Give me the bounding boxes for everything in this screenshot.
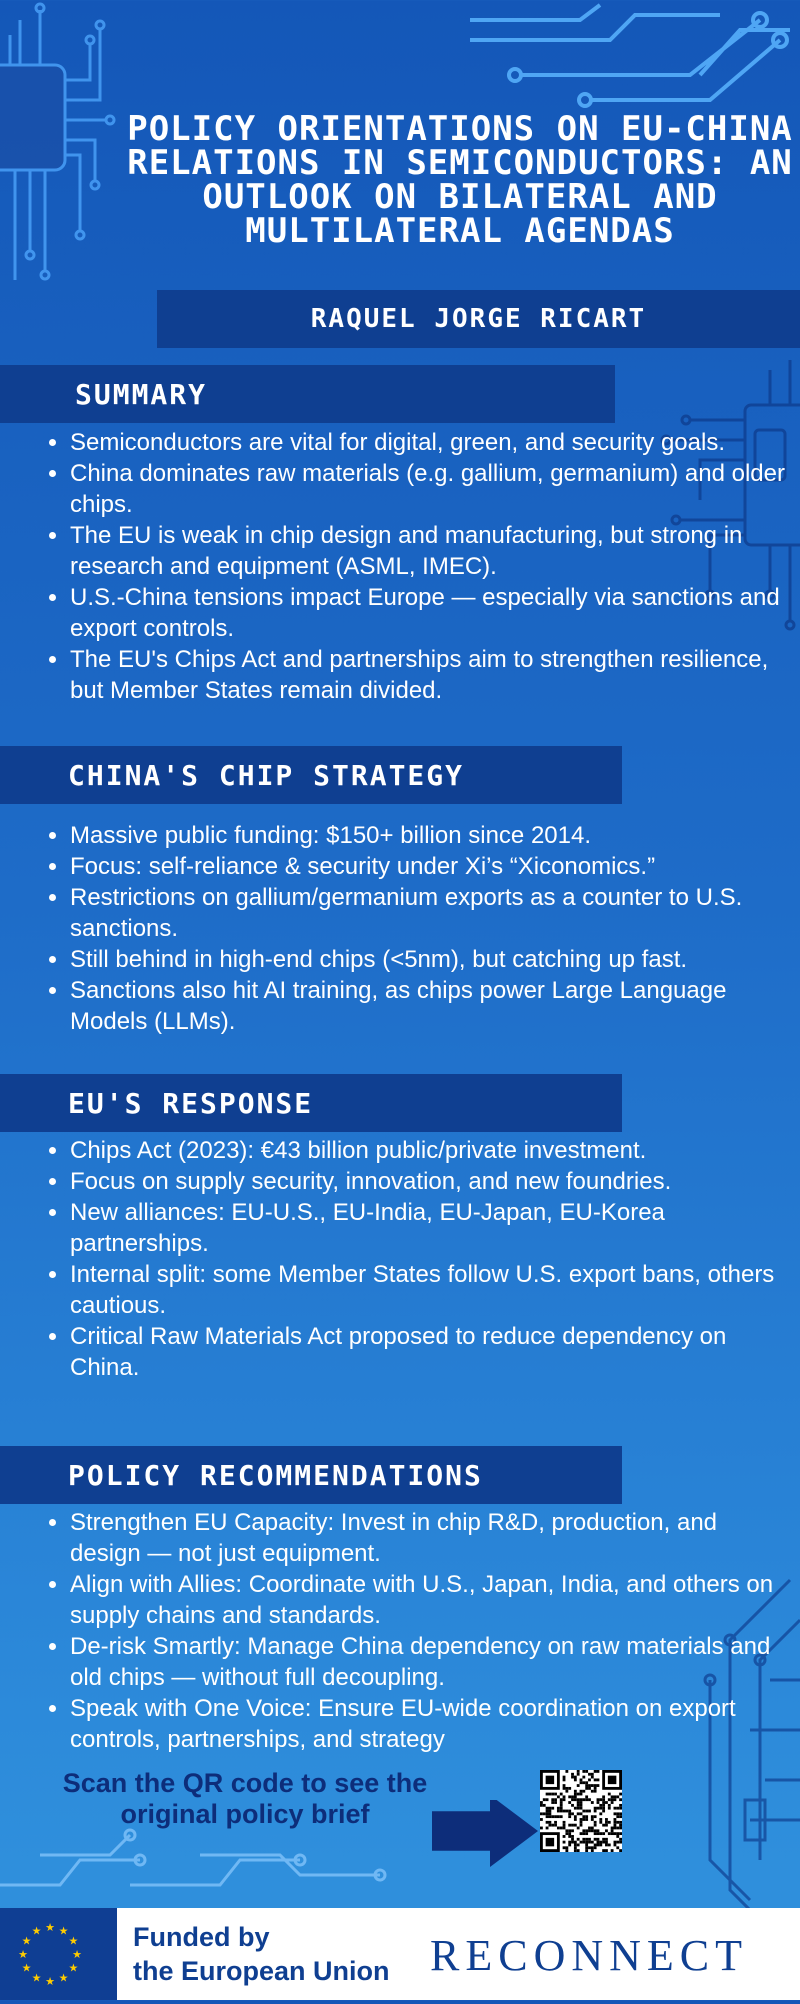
circuit-decoration-top-right — [460, 0, 800, 120]
policy-recommendations-list — [40, 1507, 790, 1755]
eu-stars-icon — [0, 1908, 117, 2000]
funded-by-label — [133, 1920, 390, 1988]
section-title: POLICY RECOMMENDATIONS — [68, 1458, 483, 1492]
list-item: • New alliances: EU-U.S., EU-India, EU-Japan, EU-Korea partnerships. — [70, 1197, 790, 1259]
list-item: • Focus: self-reliance & security under Xi’s “Xiconomics.” — [70, 851, 790, 882]
list-item: • Speak with One Voice: Ensure EU-wide coordination on export controls, partnerships, and strategy — [70, 1693, 790, 1755]
section-title: CHINA'S CHIP STRATEGY — [68, 758, 465, 792]
footer — [0, 1908, 800, 2000]
author-name: RAQUEL JORGE RICART — [310, 304, 647, 334]
section-title: EU'S RESPONSE — [68, 1086, 314, 1120]
list-item: • Critical Raw Materials Act proposed to reduce dependency on China. — [70, 1321, 790, 1383]
eu-star-icon: ★ — [58, 1924, 69, 1938]
author-banner — [157, 290, 800, 348]
qr-call-to-action: Scan the QR code to see the original policy brief — [62, 1768, 428, 1829]
funded-line-2: the European Union — [133, 1956, 390, 1986]
eu-star-icon: ★ — [21, 1961, 32, 1975]
list-item: • De-risk Smartly: Manage China dependency on raw materials and old chips — without full decoupling. — [70, 1631, 790, 1693]
list-item: • The EU is weak in chip design and manufacturing, but strong in research and equipment (ASML, IMEC). — [70, 520, 790, 582]
eu-star-icon: ★ — [21, 1934, 32, 1948]
list-item: • Focus on supply security, innovation, and new foundries. — [70, 1166, 790, 1197]
arrow-right-icon — [430, 1800, 540, 1880]
list-item: • The EU's Chips Act and partnerships aim to strengthen resilience, but Member States remain divided. — [70, 644, 790, 706]
list-item: • U.S.-China tensions impact Europe — especially via sanctions and export controls. — [70, 582, 790, 644]
list-item: • Restrictions on gallium/germanium exports as a counter to U.S. sanctions. — [70, 882, 790, 944]
eu-star-icon: ★ — [45, 1975, 55, 1988]
page-title: POLICY ORIENTATIONS ON EU-CHINA RELATIONS IN SEMICONDUCTORS: AN OUTLOOK ON BILATERAL AND MULTILATERAL AGENDAS — [127, 109, 793, 251]
section-heading-policy-recommendations — [0, 1446, 622, 1504]
list-item: • Chips Act (2023): €43 billion public/private investment. — [70, 1135, 790, 1166]
list-item: • Semiconductors are vital for digital, green, and security goals. — [70, 427, 790, 458]
eu-star-icon: ★ — [58, 1971, 69, 1985]
section-heading-china-strategy — [0, 746, 622, 804]
eu-response-list — [40, 1135, 790, 1383]
circuit-decoration-top-left — [0, 0, 130, 290]
eu-star-icon: ★ — [31, 1924, 42, 1938]
list-item: • Sanctions also hit AI training, as chips power Large Language Models (LLMs). — [70, 975, 790, 1037]
eu-star-icon: ★ — [68, 1934, 79, 1948]
china-strategy-list — [40, 820, 790, 1037]
eu-star-icon: ★ — [68, 1961, 79, 1975]
eu-star-icon: ★ — [72, 1948, 82, 1961]
eu-star-icon: ★ — [45, 1921, 55, 1934]
section-title: SUMMARY — [75, 377, 208, 411]
list-item: • Massive public funding: $150+ billion since 2014. — [70, 820, 790, 851]
list-item: • Still behind in high-end chips (<5nm), but catching up fast. — [70, 944, 790, 975]
funded-line-1: Funded by — [133, 1922, 270, 1952]
list-item: • Strengthen EU Capacity: Invest in chip R&D, production, and design — not just equipment. — [70, 1507, 790, 1569]
list-item: • China dominates raw materials (e.g. gallium, germanium) and older chips. — [70, 458, 790, 520]
qr-code[interactable] — [540, 1770, 622, 1852]
eu-star-icon: ★ — [31, 1971, 42, 1985]
section-heading-summary — [0, 365, 615, 423]
reconnect-logo: RECONNECT — [430, 1931, 748, 1980]
eu-flag-logo — [0, 1908, 117, 2000]
section-heading-eu-response — [0, 1074, 622, 1132]
summary-list — [40, 427, 790, 706]
list-item: • Align with Allies: Coordinate with U.S., Japan, India, and others on supply chains and standards. — [70, 1569, 790, 1631]
eu-star-icon: ★ — [18, 1948, 28, 1961]
qr-code-icon — [540, 1770, 622, 1852]
list-item: • Internal split: some Member States follow U.S. export bans, others cautious. — [70, 1259, 790, 1321]
